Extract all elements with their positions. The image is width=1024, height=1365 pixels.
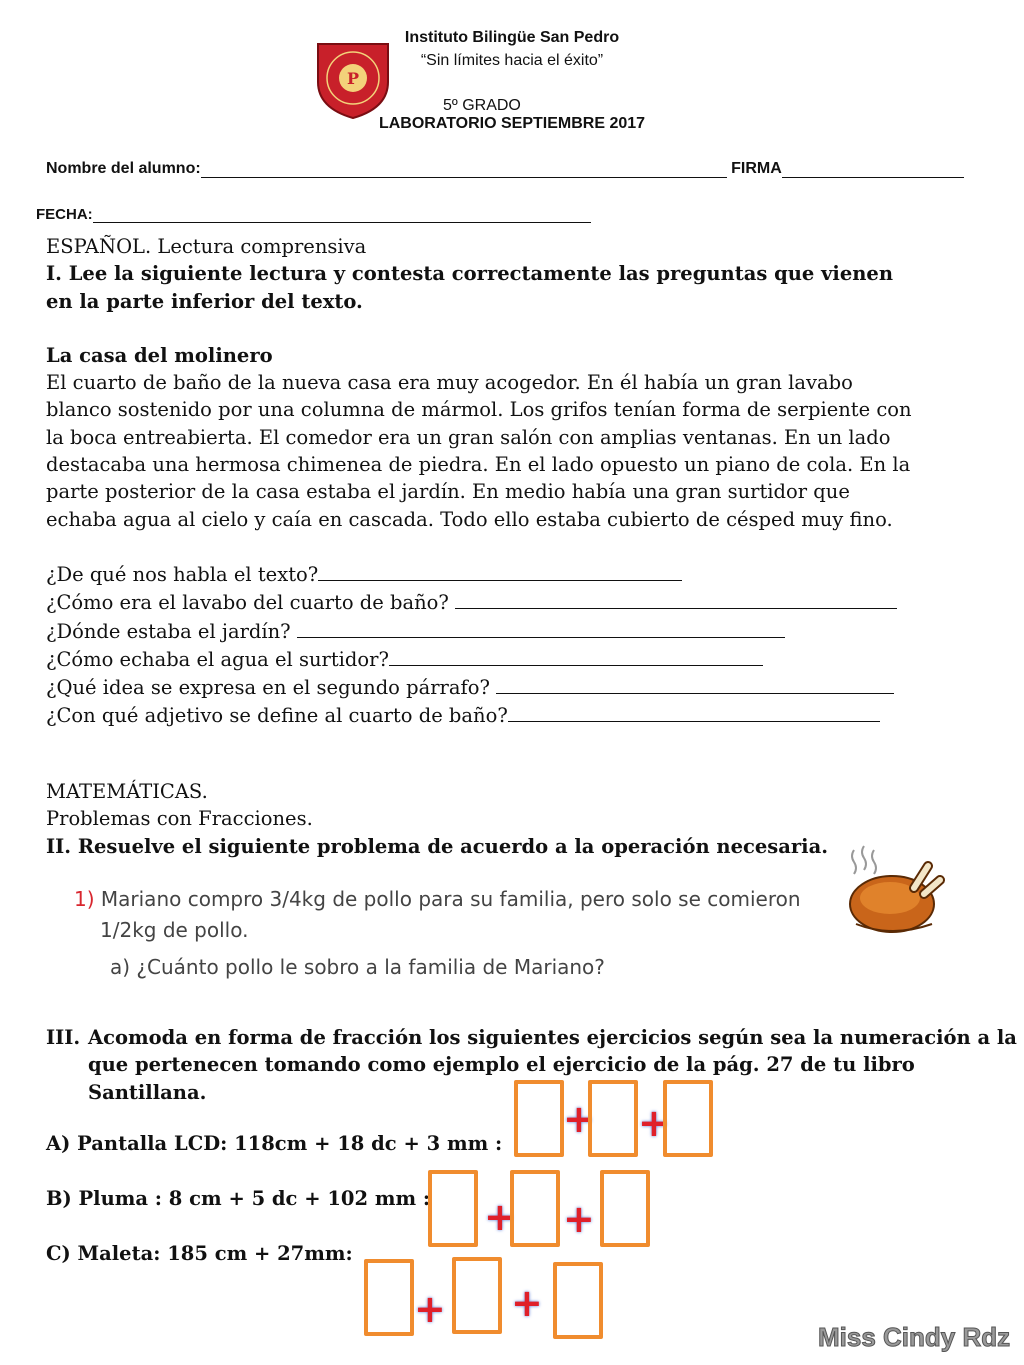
answer-line xyxy=(318,560,682,581)
instruction-line: Acomoda en forma de fracción los siguientes ejercicios según sea la numeración a la xyxy=(88,1026,1017,1049)
answer-box-b1[interactable] xyxy=(428,1170,478,1247)
problem-number: 1) xyxy=(74,887,95,911)
section-3-number: III. xyxy=(46,1026,81,1049)
answer-box-a1[interactable] xyxy=(514,1080,564,1157)
reading-line: El cuarto de baño de la nueva casa era muy acogedor. En él había un gran lavabo xyxy=(46,371,853,395)
plus-sign: + xyxy=(511,1281,543,1325)
item-c-label: C) Maleta: 185 cm + 27mm: xyxy=(46,1242,353,1265)
school-logo xyxy=(312,38,394,120)
roast-chicken-image xyxy=(842,842,948,942)
question-item[interactable] xyxy=(46,588,986,616)
answer-line xyxy=(389,645,763,666)
plus-sign: + xyxy=(414,1287,446,1331)
fecha-line xyxy=(93,208,591,223)
question-item[interactable] xyxy=(46,701,986,729)
problem-line-1: Mariano compro 3/4kg de pollo para su familia, pero solo se comieron xyxy=(100,887,801,911)
slogan: “Sin límites hacia el éxito” xyxy=(420,52,604,69)
item-a-label: A) Pantalla LCD: 118cm + 18 dc + 3 mm : xyxy=(46,1132,503,1155)
problem-line-2: 1/2kg de pollo. xyxy=(100,918,249,942)
fraction-problem xyxy=(74,884,834,983)
firma-label: FIRMA xyxy=(731,160,782,177)
institute-name: Instituto Bilingüe San Pedro xyxy=(404,29,620,46)
question-text: ¿Dónde estaba el jardín? xyxy=(46,619,291,643)
reading-text xyxy=(46,369,986,533)
espanol-instruction: I. Lee la siguiente lectura y contesta correctamente las preguntas que vienen en la parte inferior del texto. xyxy=(46,262,894,313)
answer-box-c2[interactable] xyxy=(452,1257,502,1334)
student-name-field[interactable] xyxy=(46,160,964,178)
answer-line xyxy=(496,673,894,694)
question-text: ¿Cómo echaba el agua el surtidor? xyxy=(46,647,389,671)
instruction-line: Santillana. xyxy=(88,1080,207,1104)
fecha-field[interactable] xyxy=(26,206,591,223)
question-item[interactable] xyxy=(46,673,986,701)
student-name-line xyxy=(201,163,727,178)
espanol-title: ESPAÑOL. Lectura comprensiva xyxy=(46,235,367,258)
answer-line xyxy=(297,617,785,638)
question-text: ¿Qué idea se expresa en el segundo párrafo? xyxy=(46,676,490,700)
reading-line: echaba agua al cielo y caía en cascada. Todo ello estaba cubierto de césped muy fino. xyxy=(46,507,893,531)
question-item[interactable] xyxy=(46,645,986,673)
plus-sign: + xyxy=(563,1197,595,1241)
reading-line: destacaba una hermosa chimenea de piedra. En el lado opuesto un piano de cola. En la xyxy=(46,453,911,477)
math-title: MATEMÁTICAS. xyxy=(46,780,208,803)
answer-line xyxy=(508,701,880,722)
student-name-label: Nombre del alumno: xyxy=(46,160,201,177)
reading-title: La casa del molinero xyxy=(46,343,273,367)
questions-list xyxy=(46,560,986,730)
answer-box-a3[interactable] xyxy=(663,1080,713,1157)
fecha-label: FECHA: xyxy=(36,206,93,223)
reading-line: la boca entreabierta. El comedor era un gran salón con amplias ventanas. En un lado xyxy=(46,425,891,449)
instruction-line: que pertenecen tomando como ejemplo el ejercicio de la pág. 27 de tu libro xyxy=(88,1053,915,1077)
plus-sign: + xyxy=(563,1097,595,1141)
answer-box-c3[interactable] xyxy=(553,1262,603,1339)
question-text: ¿Con qué adjetivo se define al cuarto de baño? xyxy=(46,704,508,728)
answer-box-b3[interactable] xyxy=(600,1170,650,1247)
answer-line xyxy=(455,588,897,609)
plus-sign: + xyxy=(484,1195,516,1239)
question-item[interactable] xyxy=(46,560,986,588)
plus-sign: + xyxy=(638,1101,670,1145)
firma-line xyxy=(782,163,964,178)
watermark: Miss Cindy Rdz xyxy=(818,1322,1011,1352)
item-b-label: B) Pluma : 8 cm + 5 dc + 102 mm : xyxy=(46,1187,431,1210)
reading-line: parte posterior de la casa estaba el jardín. En medio había una gran surtidor que xyxy=(46,480,850,504)
reading-line: blanco sostenido por una columna de mármol. Los grifos tenían forma de serpiente con xyxy=(46,398,912,422)
lab-title: LABORATORIO SEPTIEMBRE 2017 xyxy=(378,115,646,132)
question-text: ¿Cómo era el lavabo del cuarto de baño? xyxy=(46,591,449,615)
espanol-section xyxy=(46,233,986,730)
math-instruction: II. Resuelve el siguiente problema de acuerdo a la operación necesaria. xyxy=(46,834,829,858)
grade: 5º GRADO xyxy=(443,97,521,114)
problem-question: a) ¿Cuánto pollo le sobro a la familia de Mariano? xyxy=(110,955,605,979)
math-subtitle: Problemas con Fracciones. xyxy=(46,807,313,831)
answer-box-a2[interactable] xyxy=(588,1080,638,1157)
answer-box-b2[interactable] xyxy=(510,1170,560,1247)
question-item[interactable] xyxy=(46,617,986,645)
answer-box-c1[interactable] xyxy=(364,1259,414,1336)
svg-text:P: P xyxy=(346,69,360,88)
question-text: ¿De qué nos habla el texto? xyxy=(46,562,319,586)
